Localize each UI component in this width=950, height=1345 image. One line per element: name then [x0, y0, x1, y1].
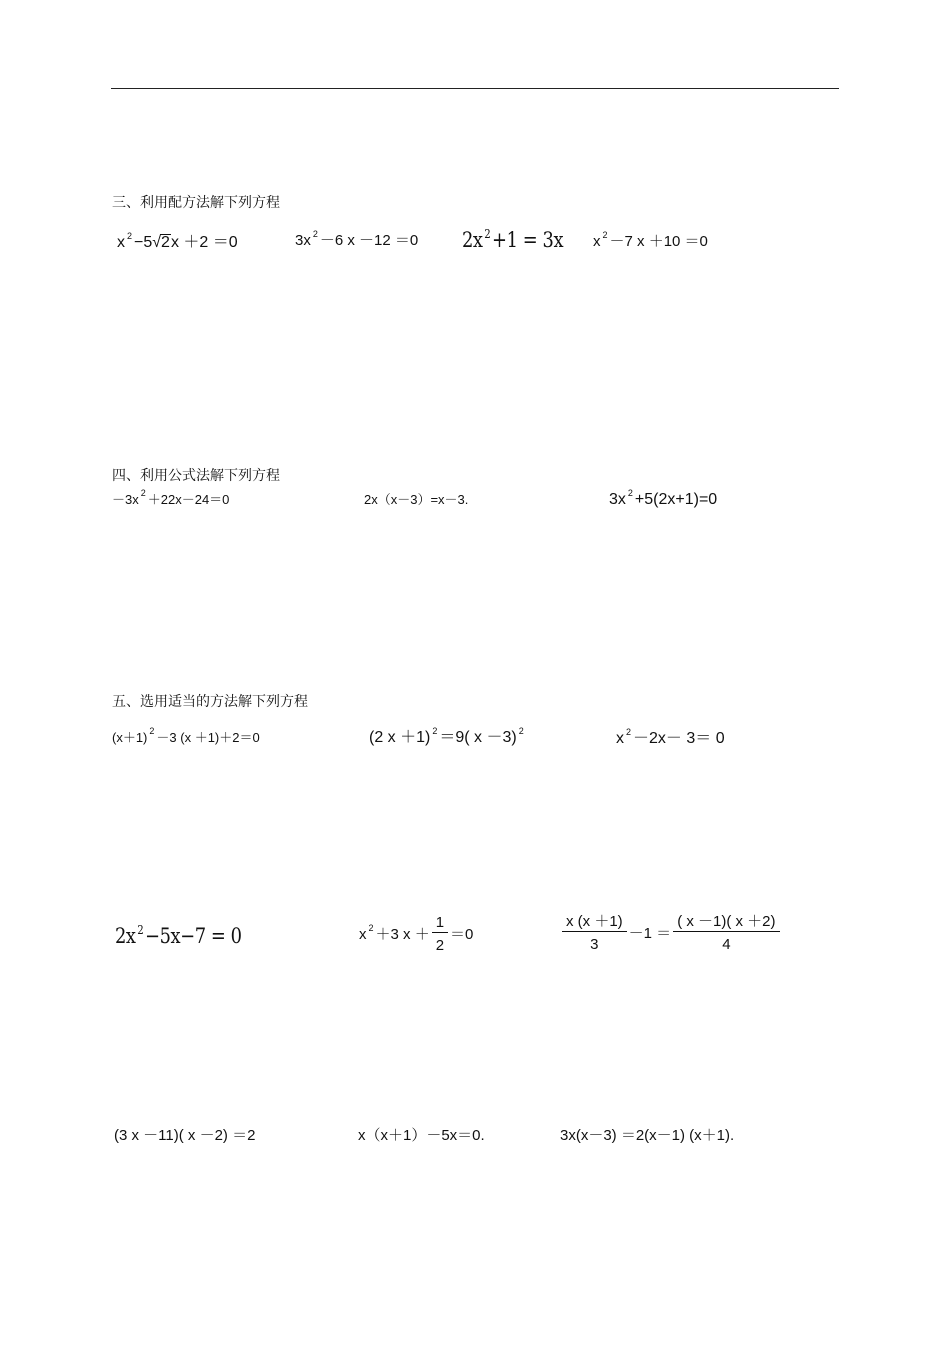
s3-equation-2: 3x $^2$ －6 x －12 ＝0 [295, 229, 419, 249]
s5-equation-7: (3 x －11)( x －2) ＝2 [114, 1127, 256, 1144]
header-rule [111, 88, 839, 89]
s3-equation-4: x $^2$ －7 x ＋10 ＝0 [593, 230, 708, 250]
fraction-left: $\frac{x (x +1)}{3}$ [562, 913, 627, 955]
s4-equation-3: 3x $^2$ +5(2x+1)=0 [609, 488, 718, 508]
s5-equation-1: (x＋1) $^2$ －3 (x ＋1)＋2＝0 [112, 726, 260, 745]
s5-equation-8: x（x＋1）－5x＝0. [358, 1127, 485, 1144]
s4-equation-1: －3x $^2$ ＋22x－24＝0 [112, 488, 230, 507]
s5-equation-9: 3x(x－3) ＝2(x－1) (x＋1). [560, 1127, 735, 1144]
fraction-half: $\frac{1}{2}$ [432, 914, 448, 956]
s5-equation-2: (2 x ＋1) $^2$ ＝9( x －3) $^2$ [369, 726, 524, 746]
s3-equation-3: 2x $^2$+1 = 3x [462, 227, 564, 252]
s3-equation-1: x $^2$ −5√2x ＋2 ＝0 [117, 231, 238, 251]
section-5-heading: 五、选用适当的方法解下列方程 [112, 694, 308, 710]
fraction-right: $\frac{( x -1)( x +2)}{4}$ [673, 913, 779, 955]
s5-equation-4: 2x $^2$−5x−7 = 0 [115, 923, 242, 948]
section-4-heading: 四、利用公式法解下列方程 [112, 468, 280, 484]
s4-equation-2: 2x（x－3）=x－3. [364, 492, 469, 507]
s5-equation-5: x $^2$ ＋3 x ＋ $\frac{1}{2}$ ＝0 [359, 914, 474, 954]
section-3-heading: 三、利用配方法解下列方程 [112, 195, 280, 211]
s5-equation-6: $\frac{x (x +1)}{3}$ －1 ＝ $\frac{( x -1)( x +2)}{4}$ [560, 913, 782, 955]
s5-equation-3: x $^2$ －2x－ 3＝ 0 [616, 727, 725, 747]
